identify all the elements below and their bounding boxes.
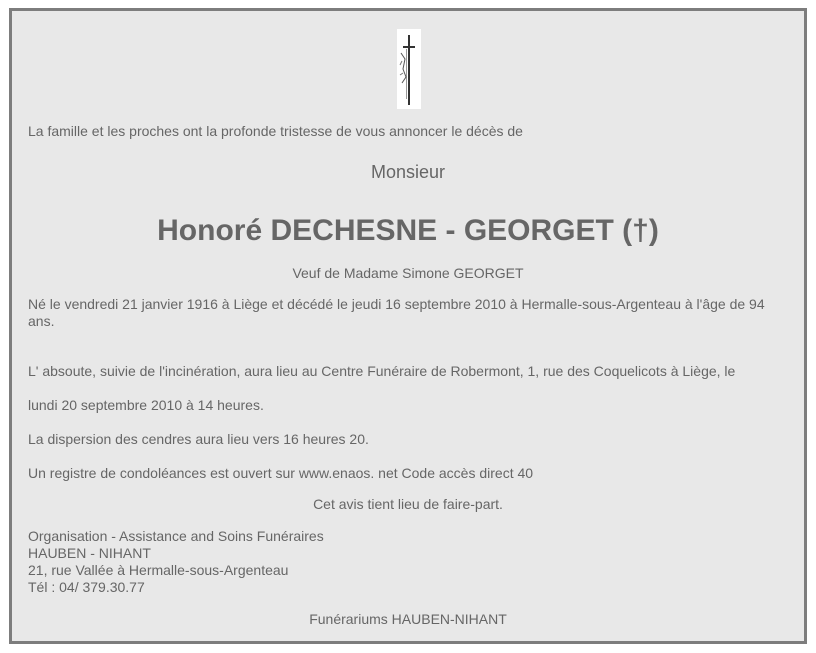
widow-info: Veuf de Madame Simone GEORGET [292, 265, 524, 281]
obituary-notice [9, 8, 807, 644]
deceased-name: Honoré DECHESNE - GEORGET (†) [157, 214, 659, 247]
organisation-name: Organisation - Assistance and Soins Funéraires [28, 528, 324, 544]
condolence-register: Un registre de condoléances est ouvert sur www.enaos. net Code accès direct 40 [28, 465, 534, 481]
ashes-dispersion: La dispersion des cendres aura lieu vers 16 heures 20. [28, 431, 369, 447]
intro-text: La famille et les proches ont la profonde tristesse de vous annoncer le décès de [28, 123, 523, 139]
civility: Monsieur [370, 162, 446, 182]
footer-signature: Funérariums HAUBEN-NIHANT [309, 611, 507, 627]
cross-icon [397, 29, 421, 109]
organisation-address: 21, rue Vallée à Hermalle-sous-Argenteau [28, 562, 289, 578]
ceremony-date: lundi 20 septembre 2010 à 14 heures. [28, 397, 264, 413]
notice-statement: Cet avis tient lieu de faire-part. [313, 496, 503, 512]
ceremony-info: L' absoute, suivie de l'incinération, aura lieu au Centre Funéraire de Robermont, 1, rue des Coquelicots à Liège, le [28, 363, 736, 379]
birth-death-info: Né le vendredi 21 janvier 1916 à Liège et décédé le jeudi 16 septembre 2010 à Hermalle-sous-Argenteau à l'âge de 94 ans. [28, 296, 765, 329]
organisation-phone: Tél : 04/ 379.30.77 [28, 579, 145, 595]
organisation-block [28, 528, 324, 596]
organisation-company: HAUBEN - NIHANT [28, 545, 151, 561]
